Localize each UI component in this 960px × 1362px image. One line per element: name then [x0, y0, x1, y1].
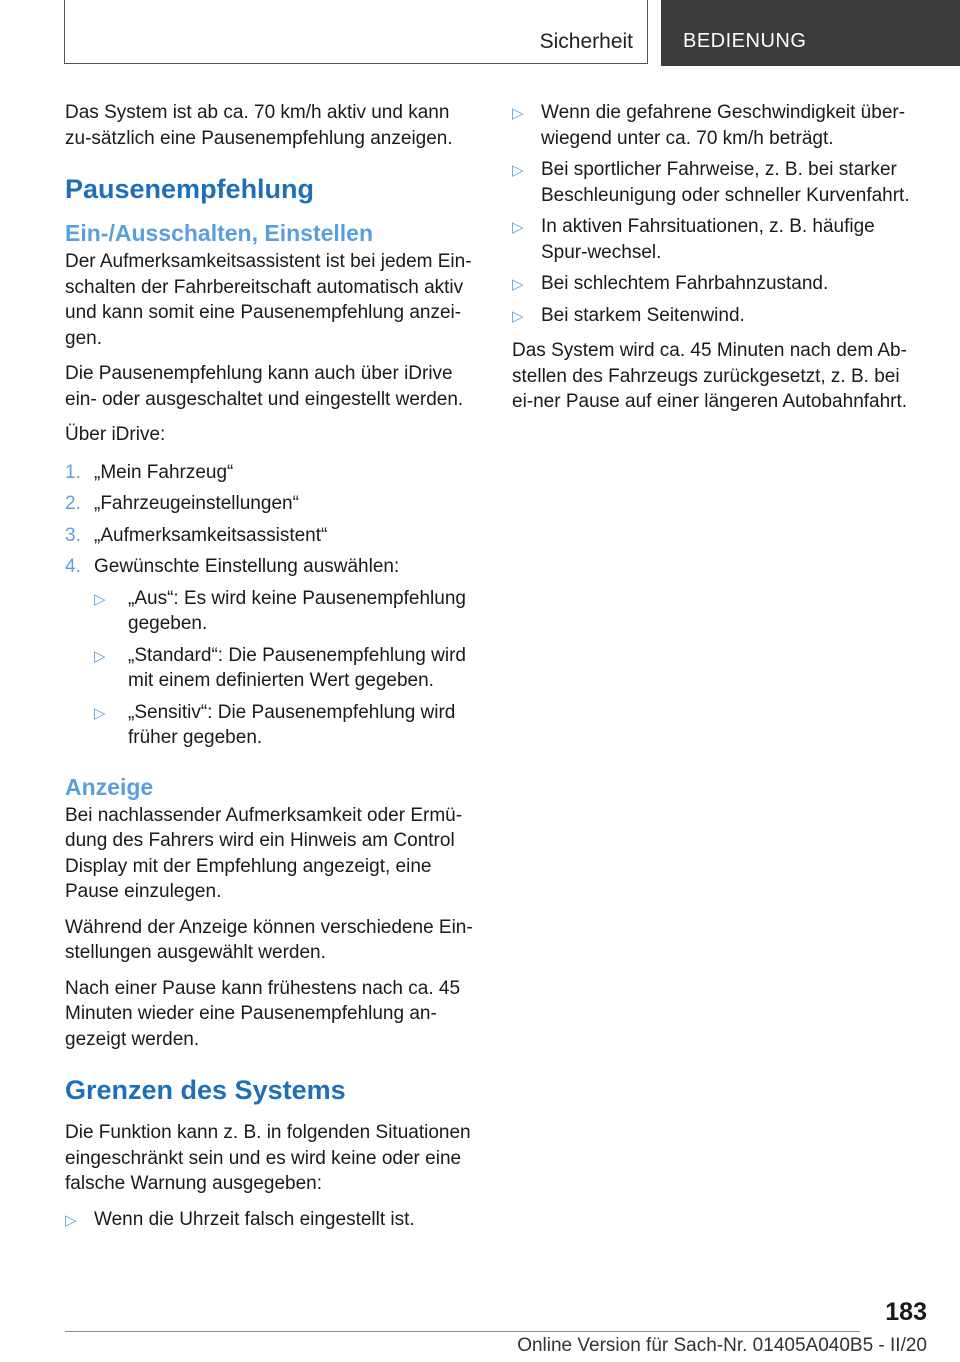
step-number: 2. — [65, 493, 81, 514]
step-item — [65, 523, 477, 549]
footer-divider — [65, 1331, 860, 1332]
limit-item — [512, 303, 924, 329]
step-text: „Mein Fahrzeug“ — [94, 461, 234, 483]
option-list — [94, 586, 477, 751]
triangle-bullet-icon: ▷ — [512, 219, 524, 236]
step-number: 3. — [65, 524, 81, 546]
triangle-bullet-icon: ▷ — [512, 162, 524, 179]
chapter-title: BEDIENUNG — [683, 30, 807, 52]
step-number: 4. — [65, 556, 81, 577]
step-text: „Aufmerksamkeitsassistent“ — [94, 524, 328, 546]
limit-text: Bei sportlicher Fahrweise, z. B. bei starker Beschleunigung oder schneller Kurvenfahrt. — [541, 159, 910, 206]
page-header — [0, 0, 960, 66]
triangle-bullet-icon: ▷ — [94, 704, 106, 722]
heading-ein-ausschalten: Ein-/Ausschalten, Einstellen — [65, 220, 374, 246]
option-text: „Aus“: Es wird keine Pausenempfehlung gegeben. — [128, 587, 466, 634]
step-item — [65, 554, 477, 751]
paragraph: Während der Anzeige können verschiedene Ein‐stellungen ausgewählt werden. — [65, 916, 473, 963]
limits-list-continued — [512, 100, 924, 328]
section-title: Sicherheit — [539, 30, 633, 53]
limit-item — [512, 157, 924, 208]
idrive-steps — [65, 460, 477, 751]
triangle-bullet-icon: ▷ — [512, 276, 524, 293]
footer-version-text: Online Version für Sach-Nr. 01405A040B5 - II/20 — [517, 1335, 927, 1356]
limit-item — [512, 214, 924, 265]
step-text: Gewünschte Einstellung auswählen: — [94, 556, 400, 577]
triangle-bullet-icon: ▷ — [512, 307, 524, 325]
limits-list — [65, 1207, 477, 1233]
limit-text: Bei starkem Seitenwind. — [541, 304, 745, 326]
step-item — [65, 460, 477, 486]
triangle-bullet-icon: ▷ — [65, 1211, 77, 1229]
option-item — [94, 700, 477, 751]
triangle-bullet-icon: ▷ — [94, 647, 106, 665]
step-item — [65, 491, 477, 517]
step-number: 1. — [65, 461, 81, 483]
paragraph: Nach einer Pause kann frühestens nach ca. 45 Minuten wieder eine Pausenempfehlung an‐gezeigt werden. — [65, 977, 461, 1050]
right-column — [512, 100, 924, 425]
triangle-bullet-icon: ▷ — [94, 590, 106, 608]
option-item — [94, 643, 477, 694]
limit-text: Bei schlechtem Fahrbahnzustand. — [541, 273, 829, 294]
option-text: „Standard“: Die Pausenempfehlung wird mit einem definierten Wert gegeben. — [128, 644, 466, 691]
limit-text: Wenn die Uhrzeit falsch eingestellt ist. — [94, 1208, 415, 1230]
option-item — [94, 586, 477, 637]
heading-grenzen: Grenzen des Systems — [65, 1075, 346, 1105]
limit-item — [512, 271, 924, 297]
triangle-bullet-icon: ▷ — [512, 105, 524, 122]
paragraph: Die Pausenempfehlung kann auch über iDrive ein- oder ausgeschaltet und eingestellt werden. — [65, 363, 464, 410]
heading-anzeige: Anzeige — [65, 773, 154, 800]
limit-text: Wenn die gefahrene Geschwindigkeit über‐wiegend unter ca. 70 km/h beträgt. — [541, 102, 906, 149]
section-header-box — [64, 0, 648, 64]
reset-paragraph: Das System wird ca. 45 Minuten nach dem Ab‐stellen des Fahrzeugs zurückgesetzt, z. B. bei ei‐ner Pause auf einer längeren Autobahnfahrt. — [512, 340, 908, 412]
paragraph: Über iDrive: — [65, 424, 166, 445]
limit-item — [65, 1207, 477, 1233]
left-column — [65, 100, 477, 1242]
heading-pausenempfehlung: Pausenempfehlung — [65, 174, 315, 204]
chapter-tab — [661, 0, 960, 66]
step-text: „Fahrzeugeinstellungen“ — [94, 493, 299, 514]
paragraph: Die Funktion kann z. B. in folgenden Situationen eingeschränkt sein und es wird keine oder eine falsche Warnung ausgegeben: — [65, 1122, 471, 1194]
intro-paragraph: Das System ist ab ca. 70 km/h aktiv und kann zu‐sätzlich eine Pausenempfehlung anzeigen. — [65, 102, 453, 149]
page-number: 183 — [885, 1298, 927, 1326]
limit-text: In aktiven Fahrsituationen, z. B. häufige Spur‐wechsel. — [541, 216, 875, 263]
paragraph: Der Aufmerksamkeitsassistent ist bei jedem Ein‐schalten der Fahrbereitschaft automatisch aktiv und kann somit eine Pausenempfehlung anzei‐gen. — [65, 251, 472, 349]
option-text: „Sensitiv“: Die Pausenempfehlung wird früher gegeben. — [128, 701, 456, 748]
paragraph: Bei nachlassender Aufmerksamkeit oder Ermü‐dung des Fahrers wird ein Hinweis am Control Display mit der Empfehlung angezeigt, eine Pause einzulegen. — [65, 804, 463, 902]
limit-item — [512, 100, 924, 151]
